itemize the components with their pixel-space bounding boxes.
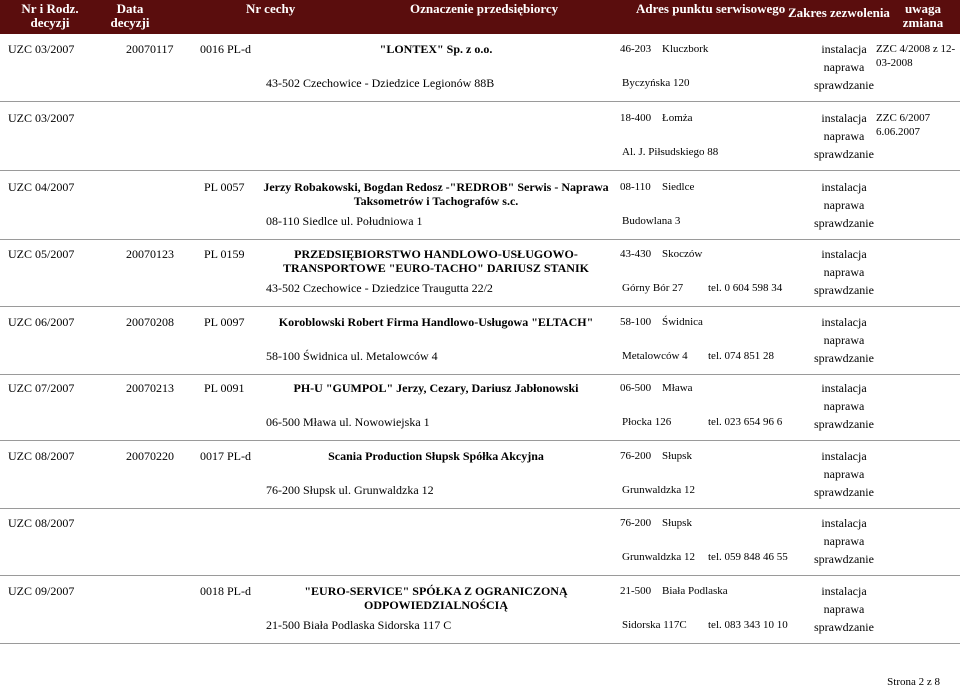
row-divider xyxy=(0,170,960,171)
record-company-address: 76-200 Słupsk ul. Grunwaldzka 12 xyxy=(266,483,434,497)
record-company-name: Jerzy Robakowski, Bogdan Redosz -"REDROB" Serwis - Naprawa xyxy=(263,180,609,194)
scope-installation: instalacja xyxy=(821,584,867,598)
header-scope: Zakres zezwolenia xyxy=(788,5,890,20)
service-zip: 43-430 xyxy=(620,248,652,260)
service-zip: 76-200 xyxy=(620,517,652,529)
record-note: ZZC 6/2007 6.06.2007 xyxy=(876,112,931,138)
record-company-address: 43-502 Czechowice - Dziedzice Legionów 88B xyxy=(266,76,495,90)
record-company-name: PRZEDSIĘBIORSTWO HANDLOWO-USŁUGOWO- xyxy=(294,247,578,261)
record-company-address: 58-100 Świdnica ul. Metalowców 4 xyxy=(266,349,438,363)
service-phone: tel. 074 851 28 xyxy=(708,350,774,362)
record-cecha: PL 0097 xyxy=(204,315,245,329)
row-divider xyxy=(0,508,960,509)
record-cecha: PL 0091 xyxy=(204,381,245,395)
service-street: Górny Bór 27 xyxy=(622,282,684,294)
service-city: Mława xyxy=(662,382,693,394)
scope-installation: instalacja xyxy=(821,180,867,194)
service-phone: tel. 059 848 46 55 xyxy=(708,551,788,563)
service-city: Świdnica xyxy=(662,316,703,328)
record-company-address: 06-500 Mława ul. Nowowiejska 1 xyxy=(266,415,430,429)
record-date: 20070208 xyxy=(126,315,174,329)
row-divider xyxy=(0,101,960,102)
service-city: Siedlce xyxy=(662,181,695,193)
service-phone: tel. 0 604 598 34 xyxy=(708,282,783,294)
record-date: 20070220 xyxy=(126,449,174,463)
scope-repair: naprawa xyxy=(823,333,865,347)
service-city: Słupsk xyxy=(662,450,692,462)
scope-repair: naprawa xyxy=(823,399,865,413)
record-company-name-line2: Taksometrów i Tachografów s.c. xyxy=(353,194,519,208)
record-cecha: PL 0159 xyxy=(204,247,245,261)
service-phone: tel. 083 343 10 10 xyxy=(708,619,788,631)
row-divider xyxy=(0,306,960,307)
record-company-name: Koroblowski Robert Firma Handlowo-Usługowa "ELTACH" xyxy=(278,315,594,329)
record-company-name-line2: TRANSPORTOWE "EURO-TACHO" DARIUSZ STANIK xyxy=(283,261,589,275)
record-nr: UZC 09/2007 xyxy=(8,584,75,598)
scope-installation: instalacja xyxy=(821,315,867,329)
record-company-address: 43-502 Czechowice - Dziedzice Traugutta 22/2 xyxy=(266,281,493,295)
scope-inspection: sprawdzanie xyxy=(814,620,874,634)
record-company-address: 21-500 Biała Podlaska Sidorska 117 C xyxy=(266,618,452,632)
service-city: Biała Podlaska xyxy=(662,585,728,597)
record-company-name: "LONTEX" Sp. z o.o. xyxy=(379,42,493,56)
record-nr: UZC 05/2007 xyxy=(8,247,75,261)
record-nr: UZC 06/2007 xyxy=(8,315,75,329)
service-zip: 46-203 xyxy=(620,43,652,55)
service-street: Grunwaldzka 12 xyxy=(622,484,696,496)
record-nr: UZC 03/2007 xyxy=(8,42,75,56)
scope-installation: instalacja xyxy=(821,111,867,125)
record-date: 20070117 xyxy=(126,42,174,56)
record-company-name-line2: ODPOWIEDZIALNOŚCIĄ xyxy=(363,598,509,612)
service-city: Skoczów xyxy=(662,248,703,260)
service-street: Byczyńska 120 xyxy=(622,77,690,89)
scope-installation: instalacja xyxy=(821,42,867,56)
record-company-address: 08-110 Siedlce ul. Południowa 1 xyxy=(266,214,423,228)
record-cecha: PL 0057 xyxy=(204,180,245,194)
page-footer: Strona 2 z 8 xyxy=(887,676,940,688)
table-header xyxy=(0,0,960,34)
header-address: Adres punktu serwisowego xyxy=(636,1,786,16)
row-divider xyxy=(0,374,960,375)
scope-repair: naprawa xyxy=(823,602,865,616)
row-divider xyxy=(0,643,960,644)
record-company-name: "EURO-SERVICE" SPÓŁKA Z OGRANICZONĄ xyxy=(304,584,568,598)
service-zip: 06-500 xyxy=(620,382,652,394)
scope-inspection: sprawdzanie xyxy=(814,78,874,92)
record-nr: UZC 08/2007 xyxy=(8,449,75,463)
header-date: Data decyzji xyxy=(110,1,150,30)
service-zip: 21-500 xyxy=(620,585,652,597)
scope-repair: naprawa xyxy=(823,534,865,548)
scope-repair: naprawa xyxy=(823,467,865,481)
record-nr: UZC 03/2007 xyxy=(8,111,75,125)
record-cecha: 0018 PL-d xyxy=(200,584,251,598)
scope-repair: naprawa xyxy=(823,198,865,212)
header-note: uwaga zmiana xyxy=(902,1,944,30)
scope-inspection: sprawdzanie xyxy=(814,216,874,230)
record-nr: UZC 08/2007 xyxy=(8,516,75,530)
scope-inspection: sprawdzanie xyxy=(814,485,874,499)
header-name: Oznaczenie przedsiębiorcy xyxy=(410,1,559,16)
record-company-name: PH-U "GUMPOL" Jerzy, Cezary, Dariusz Jabłonowski xyxy=(293,381,579,395)
scope-installation: instalacja xyxy=(821,516,867,530)
header-nr: Nr i Rodz. decyzji xyxy=(21,1,79,30)
row-divider xyxy=(0,575,960,576)
service-street: Al. J. Piłsudskiego 88 xyxy=(622,146,719,158)
service-city: Kluczbork xyxy=(662,43,709,55)
service-street: Płocka 126 xyxy=(622,416,672,428)
scope-installation: instalacja xyxy=(821,381,867,395)
service-city: Słupsk xyxy=(662,517,692,529)
row-divider xyxy=(0,239,960,240)
row-divider xyxy=(0,440,960,441)
service-street: Budowlana 3 xyxy=(622,215,681,227)
service-zip: 58-100 xyxy=(620,316,652,328)
record-cecha: 0016 PL-d xyxy=(200,42,251,56)
service-zip: 08-110 xyxy=(620,181,651,193)
service-street: Grunwaldzka 12 xyxy=(622,551,696,563)
scope-inspection: sprawdzanie xyxy=(814,147,874,161)
service-zip: 18-400 xyxy=(620,112,652,124)
service-street: Sidorska 117C xyxy=(622,619,687,631)
service-city: Łomża xyxy=(662,112,693,124)
scope-inspection: sprawdzanie xyxy=(814,417,874,431)
scope-installation: instalacja xyxy=(821,449,867,463)
service-street: Metalowców 4 xyxy=(622,350,688,362)
scope-inspection: sprawdzanie xyxy=(814,351,874,365)
record-date: 20070123 xyxy=(126,247,174,261)
service-phone: tel. 023 654 96 6 xyxy=(708,416,783,428)
record-nr: UZC 07/2007 xyxy=(8,381,75,395)
scope-inspection: sprawdzanie xyxy=(814,283,874,297)
scope-inspection: sprawdzanie xyxy=(814,552,874,566)
scope-repair: naprawa xyxy=(823,129,865,143)
scope-repair: naprawa xyxy=(823,265,865,279)
record-date: 20070213 xyxy=(126,381,174,395)
record-company-name: Scania Production Słupsk Spółka Akcyjna xyxy=(328,449,544,463)
header-cecha: Nr cechy xyxy=(246,1,296,16)
scope-repair: naprawa xyxy=(823,60,865,74)
record-note: ZZC 4/2008 z 12-03-2008 xyxy=(876,43,956,69)
scope-installation: instalacja xyxy=(821,247,867,261)
record-nr: UZC 04/2007 xyxy=(8,180,75,194)
record-cecha: 0017 PL-d xyxy=(200,449,251,463)
service-zip: 76-200 xyxy=(620,450,652,462)
